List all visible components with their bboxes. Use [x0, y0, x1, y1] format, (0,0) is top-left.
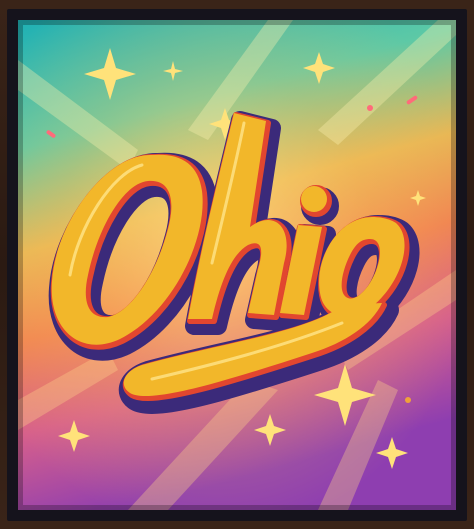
confetti-dash-icon — [405, 397, 411, 403]
confetti-dash-icon — [367, 105, 373, 111]
artwork-svg — [18, 20, 456, 510]
artwork-canvas — [18, 20, 456, 510]
title-text: Ohio — [235, 490, 239, 491]
